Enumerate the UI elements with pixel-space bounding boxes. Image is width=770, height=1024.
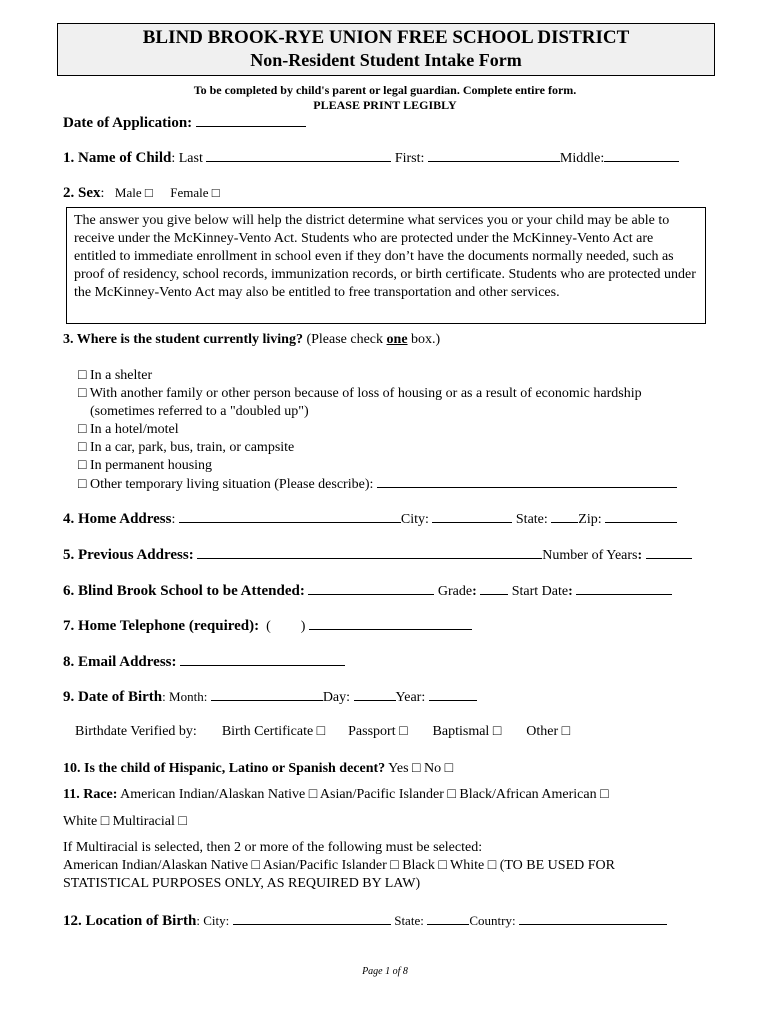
living-option-permanent[interactable]: □ In permanent housing [78, 458, 213, 473]
form-title: Non-Resident Student Intake Form [250, 50, 522, 70]
verify-baptismal-checkbox[interactable]: Baptismal □ [432, 724, 502, 739]
page-number: Page 1 of 8 [362, 966, 408, 977]
home-city-field[interactable] [432, 510, 512, 523]
living-option-hotel[interactable]: □ In a hotel/motel [78, 422, 179, 437]
dob-month-field[interactable] [211, 688, 323, 701]
first-name-field[interactable] [428, 149, 560, 162]
previous-address-row [63, 546, 692, 564]
birthdate-verified-row [75, 724, 570, 740]
dob-year-label: Year: [395, 690, 426, 705]
home-telephone-row [63, 617, 472, 635]
date-of-application-row [63, 114, 306, 132]
birth-city-field[interactable] [233, 912, 391, 925]
instruction-line-2: PLEASE PRINT LEGIBLY [313, 98, 457, 112]
first-name-label: First: [394, 151, 425, 166]
home-state-field[interactable] [551, 510, 578, 523]
date-of-birth-label: 9. Date of Birth [63, 689, 163, 705]
number-of-years-field[interactable] [646, 546, 692, 559]
start-date-label: Start Date [511, 584, 569, 599]
hispanic-label: 10. Is the child of Hispanic, Latino or Spanish decent? [63, 761, 386, 776]
district-title: BLIND BROOK-RYE UNION FREE SCHOOL DISTRICT [142, 27, 630, 48]
dob-year-field[interactable] [429, 688, 477, 701]
home-zip-label: Zip: [578, 512, 602, 527]
living-option-car[interactable]: □ In a car, park, bus, train, or campsite [78, 440, 295, 455]
living-situation-hint-pre: (Please check [306, 332, 387, 347]
home-address-label: 4. Home Address [63, 511, 172, 527]
email-address-label: 8. Email Address: [63, 654, 177, 670]
living-option-other[interactable]: □ Other temporary living situation (Please describe): [78, 477, 374, 492]
birth-state-field[interactable] [427, 912, 469, 925]
area-code-open: ( [266, 619, 271, 634]
location-of-birth-row [63, 912, 667, 930]
birth-state-label: State: [394, 913, 424, 928]
home-state-label: State: [515, 512, 548, 527]
location-of-birth-label: 12. Location of Birth [63, 913, 197, 929]
grade-field[interactable] [480, 582, 508, 595]
living-option-other-row [78, 475, 677, 494]
living-situation-question [63, 332, 440, 348]
grade-label: Grade [437, 584, 473, 599]
sex-label: 2. Sex [63, 185, 101, 201]
middle-name-label: Middle: [559, 151, 605, 166]
name-of-child-row [63, 149, 679, 167]
home-address-row: 4. Home Address: City: State: Zip: [63, 510, 677, 528]
start-date-field[interactable] [576, 582, 672, 595]
race-options-line-1[interactable]: American Indian/Alaskan Native □ Asian/Pacific Islander □ Black/African American □ [120, 787, 609, 802]
sex-male-checkbox[interactable]: Male □ [114, 185, 153, 200]
race-row [63, 787, 609, 803]
hispanic-yes-no-checkboxes[interactable]: Yes □ No □ [388, 761, 454, 776]
living-situation-hint-one: one [386, 332, 408, 347]
email-address-row [63, 653, 345, 671]
multiracial-instruction: If Multiracial is selected, then 2 or more of the following must be selected: [63, 840, 483, 855]
birthdate-verified-label: Birthdate Verified by: [75, 724, 197, 739]
home-city-label: City: [400, 512, 429, 527]
birth-country-label: Country: [469, 913, 516, 928]
birth-city-label: : City: [196, 913, 230, 928]
race-options-line-2[interactable]: White □ Multiracial □ [63, 814, 187, 829]
hispanic-row [63, 761, 453, 777]
name-of-child-label: 1. Name of Child [63, 150, 172, 166]
last-name-label: : Last [171, 151, 203, 166]
telephone-number-field[interactable] [309, 617, 472, 630]
multiracial-note: STATISTICAL PURPOSES ONLY, AS REQUIRED BY LAW) [63, 876, 421, 891]
verify-birth-certificate-checkbox[interactable]: Birth Certificate □ [221, 724, 326, 739]
sex-row: 2. Sex: Male □ Female □ [63, 185, 220, 201]
home-address-field[interactable] [179, 510, 401, 523]
living-other-describe-field[interactable] [377, 475, 677, 488]
living-option-doubled-up-note: (sometimes referred to a "doubled up") [90, 404, 309, 419]
multiracial-options[interactable]: American Indian/Alaskan Native □ Asian/Pacific Islander □ Black □ White □ (TO BE USED FOR [63, 858, 615, 873]
date-of-application-field[interactable] [196, 114, 306, 127]
home-zip-field[interactable] [605, 510, 677, 523]
last-name-field[interactable] [206, 149, 391, 162]
area-code-close: ) [300, 619, 306, 634]
dob-month-label: : Month: [162, 689, 208, 704]
living-option-shelter[interactable]: □ In a shelter [78, 368, 153, 383]
school-attended-label: 6. Blind Brook School to be Attended: [63, 583, 305, 599]
race-label: 11. Race: [63, 787, 118, 802]
mckinney-vento-info-box [66, 207, 706, 324]
number-of-years-colon: : [637, 548, 643, 563]
mckinney-vento-info-text: The answer you give below will help the district determine what services you or your child may be able to receive under the McKinney-Vento Act. Students who are protected under the McKinney-Vento Act are entitled to immediate enrollment in school even if they don’t have the documents normally needed, such as proof of residency, school records, immunization records, or birth certificate. Students who are protected under the McKinney-Vento Act may also be entitled to free transportation and other services. [74, 213, 696, 300]
date-of-application-label: Date of Application: [63, 115, 193, 131]
instruction-line-1: To be completed by child's parent or legal guardian. Complete entire form. [193, 83, 577, 97]
living-situation-label: 3. Where is the student currently living? [63, 332, 303, 347]
middle-name-field[interactable] [604, 149, 679, 162]
living-option-doubled-up[interactable]: □ With another family or other person because of loss of housing or as a result of economic hardship [78, 386, 642, 401]
verify-passport-checkbox[interactable]: Passport □ [348, 724, 408, 739]
number-of-years-label: Number of Years [542, 548, 638, 563]
previous-address-field[interactable] [197, 546, 542, 559]
school-attended-row: 6. Blind Brook School to be Attended: Grade: Start Date: [63, 582, 672, 600]
email-address-field[interactable] [180, 653, 345, 666]
sex-female-checkbox[interactable]: Female □ [170, 185, 220, 200]
living-situation-hint-post: box.) [407, 332, 441, 347]
verify-other-checkbox[interactable]: Other □ [526, 724, 571, 739]
birth-country-field[interactable] [519, 912, 667, 925]
dob-day-field[interactable] [354, 688, 396, 701]
header-box [57, 23, 715, 76]
date-of-birth-row [63, 688, 477, 706]
school-attended-field[interactable] [308, 582, 434, 595]
previous-address-label: 5. Previous Address: [63, 547, 194, 563]
home-telephone-label: 7. Home Telephone (required): [63, 618, 260, 634]
dob-day-label: Day: [322, 690, 351, 705]
